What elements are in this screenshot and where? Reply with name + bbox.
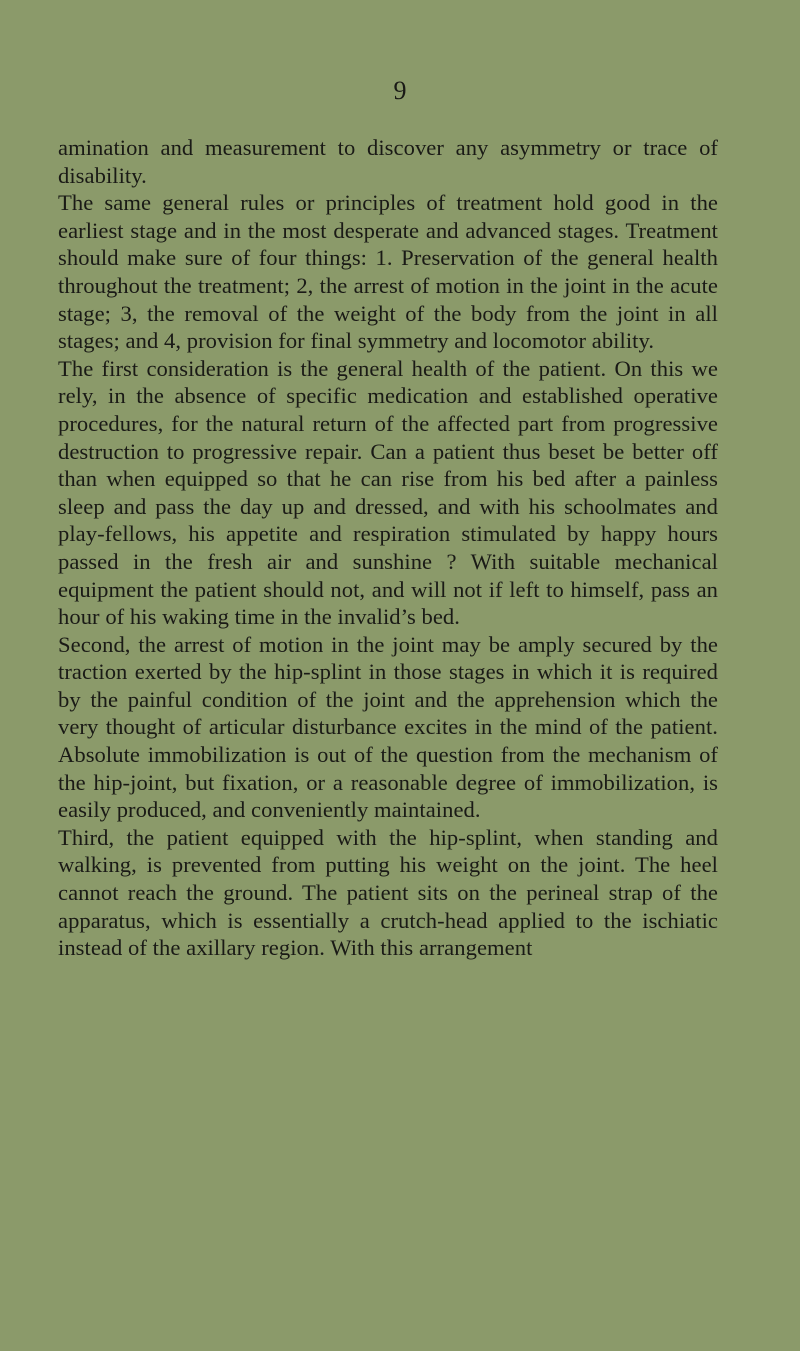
paragraph: Third, the patient equipped with the hip-splint, when standing and walking, is prevented from putting his weight on the joint. The heel cannot reach the ground. The patient sits on the perineal strap of the apparatus, which is essentially a crutch-head applied to the ischiatic instead of the axillary region. With this arrangement: [58, 824, 718, 961]
paragraph: Second, the arrest of motion in the joint may be amply secured by the traction exerted by the hip-splint in those stages in which it is required by the painful condition of the joint and the apprehension which the very thought of articular disturbance excites in the mind of the patient. Absolute immobilization is out of the question from the mechanism of the hip-joint, but fixation, or a reasonable degree of immobilization, is easily produced, and conveniently maintained.: [58, 631, 718, 823]
paragraph: amination and measurement to discover any asymmetry or trace of disability.: [58, 135, 718, 188]
body-text: [58, 134, 718, 962]
paragraph: The first consideration is the general health of the patient. On this we rely, in the absence of specific medication and established operative procedures, for the natural return of the affected part from progressive destruction to progressive repair. Can a patient thus beset be better off than when equipped so that he can rise from his bed after a painless sleep and pass the day up and dressed, and with his schoolmates and play-fellows, his appetite and respiration stimulated by happy hours passed in the fresh air and sunshine ? With suitable mechanical equipment the patient should not, and will not if left to himself, pass an hour of his waking time in the invalid’s bed.: [58, 355, 718, 630]
page-number: 9: [393, 76, 407, 105]
paragraph: The same general rules or principles of treatment hold good in the earliest stage and in the most desperate and advanced stages. Treatment should make sure of four things: 1. Preservation of the general health throughout the treatment; 2, the arrest of motion in the joint in the acute stage; 3, the removal of the weight of the body from the joint in all stages; and 4, provision for final symmetry and locomotor ability.: [58, 190, 718, 354]
